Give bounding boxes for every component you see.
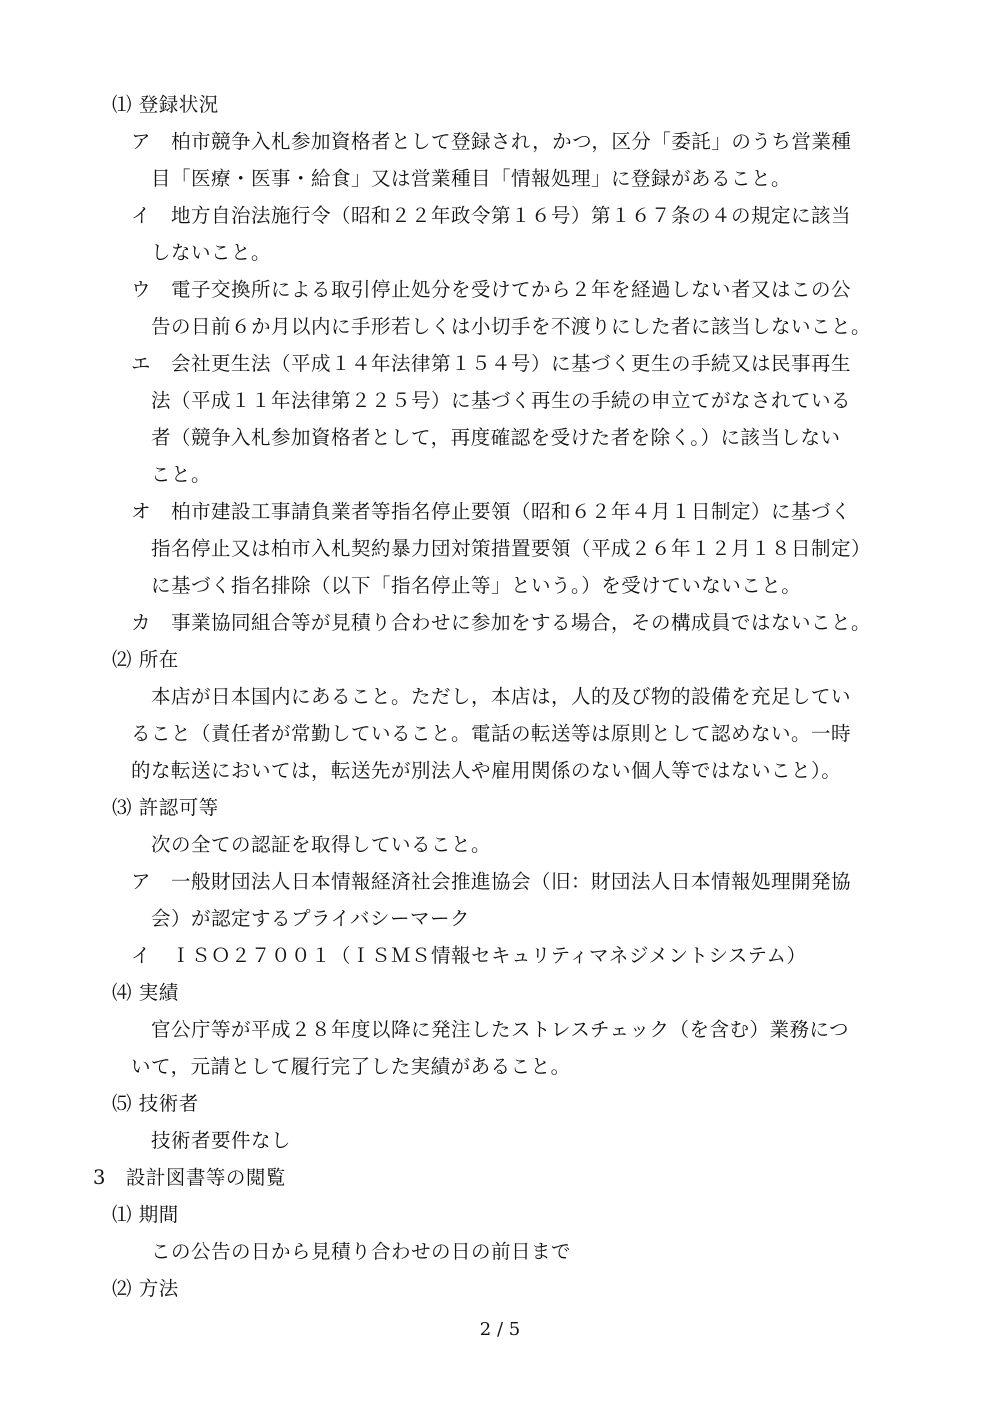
body-line: ア 一般財団法人日本情報経済社会推進協会（旧：財団法人日本情報処理開発協 [131,870,852,893]
page-number: 2 / 5 [479,1319,521,1340]
body-line: イ 地方自治法施行令（昭和２２年政令第１６号）第１６７条の４の規定に該当 [131,204,852,227]
body-line: カ 事業協同組合等が見積り合わせに参加をする場合，その構成員ではないこと。 [131,611,872,634]
body-line: 指名停止又は柏市入札契約暴力団対策措置要領（平成２６年１２月１８日制定） [151,537,872,560]
body-line: 的な転送においては，転送先が別法人や雇用関係のない個人等ではないこと）。 [131,759,842,782]
heading-licenses: ⑶ 許認可等 [112,796,219,819]
body-line: 本店が日本国内にあること。ただし，本店は，人的及び物的設備を充足してい [151,685,852,708]
body-line: 官公庁等が平成２８年度以降に発注したストレスチェック（を含む）業務につ [151,1018,850,1041]
heading-engineers: ⑸ 技術者 [112,1092,199,1115]
body-line: 法（平成１１年法律第２２５号）に基づく再生の手続の申立てがなされている [151,389,852,412]
body-line: 者（競争入札参加資格者として，再度確認を受けた者を除く。）に該当しない [151,426,841,449]
body-line: イ ＩＳＯ２７００１（ＩＳＭＳ情報セキュリティマネジメントシステム） [131,944,807,967]
body-line: 目「医療・医事・給食」又は営業種目「情報処理」に登録があること。 [151,167,792,190]
heading-track-record: ⑷ 実績 [112,981,179,1004]
body-line: こと。 [151,463,212,486]
heading-period: ⑴ 期間 [112,1203,179,1226]
body-line: ウ 電子交換所による取引停止処分を受けてから２年を経過しない者又はこの公 [131,278,852,301]
body-line: に基づく指名排除（以下「指名停止等」という。）を受けていないこと。 [151,574,802,597]
body-line: 会）が認定するプライバシーマーク [151,907,471,930]
body-line: しないこと。 [151,241,272,264]
heading-registration-status: ⑴ 登録状況 [112,93,219,116]
body-line: この公告の日から見積り合わせの日の前日まで [151,1240,572,1263]
body-line: エ 会社更生法（平成１４年法律第１５４号）に基づく更生の手続又は民事再生 [131,352,852,375]
body-line: ること（責任者が常勤していること。電話の転送等は原則として認めない。一時 [131,722,852,745]
body-line: オ 柏市建設工事請負業者等指名停止要領（昭和６２年４月１日制定）に基づく [131,500,852,523]
body-line: 次の全ての認証を取得していること。 [151,833,492,856]
body-line: ア 柏市競争入札参加資格者として登録され，かつ，区分「委託」のうち営業種 [131,130,852,153]
body-line: 技術者要件なし [151,1129,292,1152]
body-line: 告の日前６か月以内に手形若しくは小切手を不渡りにした者に該当しないこと。 [151,315,872,338]
heading-method: ⑵ 方法 [112,1277,179,1300]
heading-location: ⑵ 所在 [112,648,179,671]
section-heading-3: 3 設計図書等の閲覧 [93,1166,286,1189]
body-line: いて，元請として履行完了した実績があること。 [131,1055,571,1078]
